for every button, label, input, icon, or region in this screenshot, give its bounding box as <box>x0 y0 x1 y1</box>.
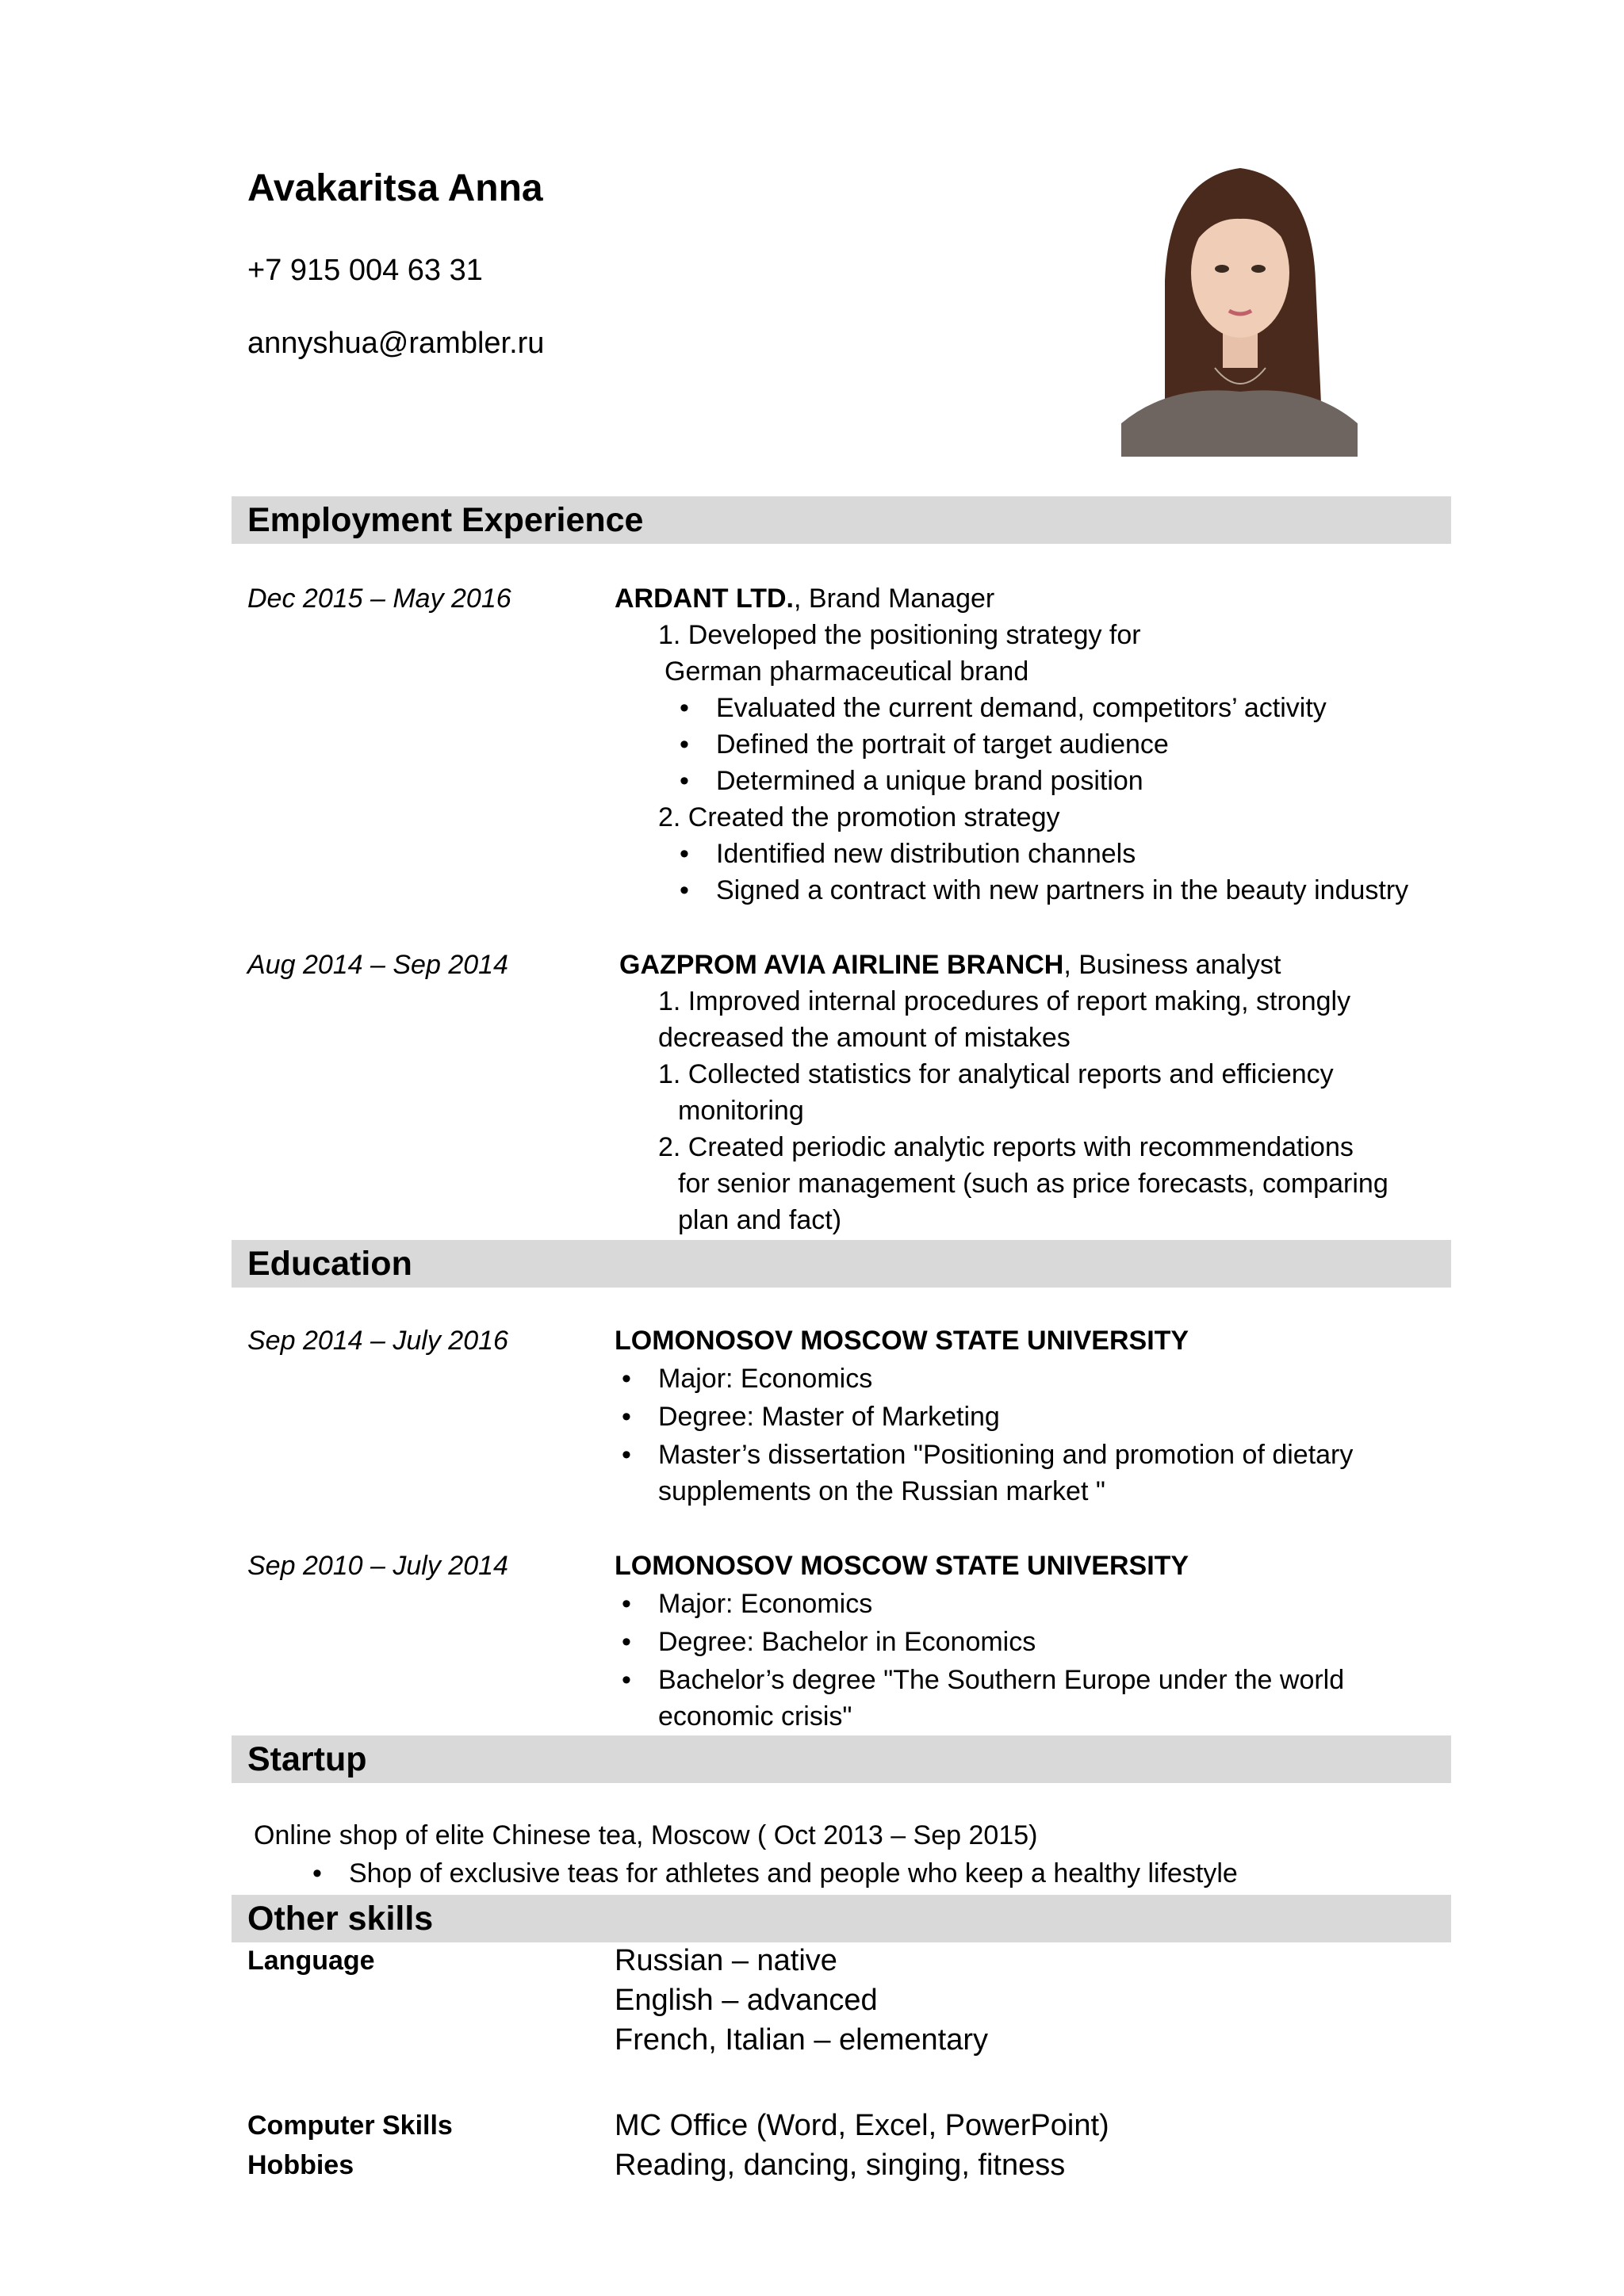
edu-date: Sep 2014 – July 2016 <box>247 1326 508 1356</box>
profile-photo <box>1121 162 1358 457</box>
computer-skills-value: MC Office (Word, Excel, PowerPoint) <box>615 2109 1109 2142</box>
job-bullet: • Defined the portrait of target audience <box>716 729 1169 760</box>
email-address: annyshua@rambler.ru <box>247 327 545 360</box>
job-line: monitoring <box>678 1096 804 1126</box>
edu-bullet: • Major: Economics <box>658 1364 872 1395</box>
job-bullet: • Evaluated the current demand, competitors’ activity <box>716 693 1327 724</box>
hobbies-label: Hobbies <box>247 2150 354 2180</box>
job-title-line <box>615 584 994 614</box>
job-bullet: • Identified new distribution channels <box>716 839 1136 870</box>
section-title: Startup <box>247 1740 367 1778</box>
language-item: French, Italian – elementary <box>615 2023 989 2057</box>
school-name: LOMONOSOV MOSCOW STATE UNIVERSITY <box>615 1551 1189 1581</box>
startup-title: Online shop of elite Chinese tea, Moscow ( Oct 2013 – Sep 2015) <box>254 1820 1038 1850</box>
job-date: Aug 2014 – Sep 2014 <box>247 950 508 980</box>
section-education <box>232 1240 1451 1288</box>
language-item: English – advanced <box>615 1984 878 2017</box>
edu-date: Sep 2010 – July 2014 <box>247 1551 508 1581</box>
phone-number: +7 915 004 63 31 <box>247 254 483 287</box>
school-name: LOMONOSOV MOSCOW STATE UNIVERSITY <box>615 1326 1189 1356</box>
job-role: , Business analyst <box>1063 950 1281 980</box>
job-line: for senior management (such as price forecasts, comparing <box>678 1169 1388 1199</box>
candidate-name: Avakaritsa Anna <box>247 167 543 209</box>
job-line: 1. Developed the positioning strategy for <box>658 620 1141 650</box>
section-employment <box>232 496 1451 544</box>
job-line: plan and fact) <box>678 1205 842 1235</box>
section-title: Employment Experience <box>247 501 644 539</box>
edu-line: economic crisis" <box>658 1701 852 1732</box>
edu-bullet: • Bachelor’s degree "The Southern Europe under the world <box>658 1665 1344 1696</box>
job-line: 2. Created periodic analytic reports with recommendations <box>658 1132 1354 1162</box>
job-date: Dec 2015 – May 2016 <box>247 584 511 614</box>
section-title: Education <box>247 1245 412 1283</box>
startup-bullet: • Shop of exclusive teas for athletes and people who keep a healthy lifestyle <box>349 1858 1238 1889</box>
edu-line: supplements on the Russian market " <box>658 1476 1105 1506</box>
edu-bullet: • Master’s dissertation "Positioning and promotion of dietary <box>658 1440 1353 1471</box>
computer-skills-label: Computer Skills <box>247 2110 453 2141</box>
job-line: decreased the amount of mistakes <box>658 1023 1071 1053</box>
section-title: Other skills <box>247 1900 434 1938</box>
section-startup <box>232 1735 1451 1783</box>
job-line: 2. Created the promotion strategy <box>658 802 1060 832</box>
company-name: ARDANT LTD. <box>615 584 794 614</box>
job-line: 1. Improved internal procedures of report making, strongly <box>658 986 1351 1016</box>
job-title-line <box>619 950 1281 981</box>
hobbies-value: Reading, dancing, singing, fitness <box>615 2149 1066 2182</box>
edu-bullet: • Degree: Master of Marketing <box>658 1402 1000 1433</box>
job-bullet: • Signed a contract with new partners in the beauty industry <box>716 875 1408 906</box>
job-role: , Brand Manager <box>794 584 995 614</box>
edu-bullet: • Major: Economics <box>658 1589 872 1620</box>
edu-bullet: • Degree: Bachelor in Economics <box>658 1627 1036 1658</box>
language-item: Russian – native <box>615 1944 837 1977</box>
job-line: 1. Collected statistics for analytical reports and efficiency <box>658 1059 1334 1089</box>
language-label: Language <box>247 1946 375 1976</box>
job-bullet: • Determined a unique brand position <box>716 766 1143 797</box>
job-line: German pharmaceutical brand <box>665 656 1029 687</box>
section-other-skills <box>232 1895 1451 1942</box>
company-name: GAZPROM AVIA AIRLINE BRANCH <box>619 950 1064 980</box>
